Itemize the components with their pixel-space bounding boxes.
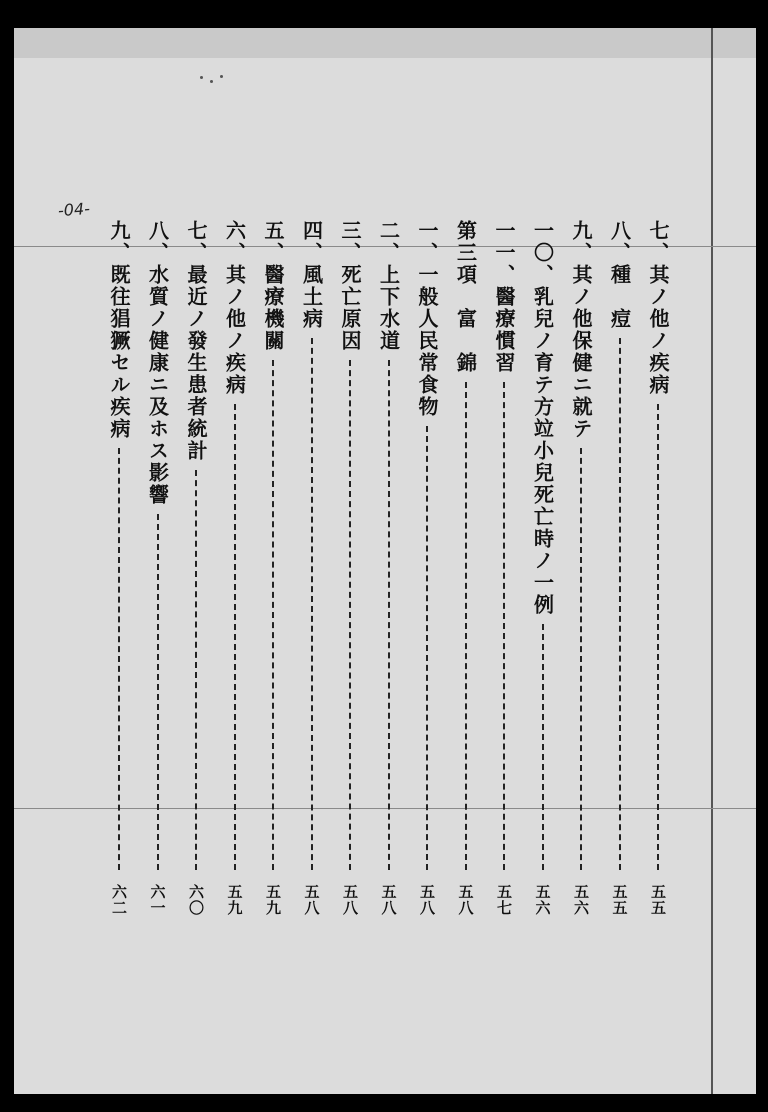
toc-entry-page: 五八 bbox=[456, 884, 475, 916]
toc-entry bbox=[256, 220, 290, 940]
toc-entry bbox=[449, 220, 483, 940]
toc-entry-title: 一、一般人民常食物 bbox=[415, 220, 439, 418]
toc-entry bbox=[218, 220, 252, 940]
toc-entry-title: 三、死亡原因 bbox=[338, 220, 362, 352]
toc-entry-page: 五九 bbox=[264, 884, 282, 916]
toc-entry-page: 五五 bbox=[610, 884, 629, 916]
scan-top-strip bbox=[14, 28, 756, 58]
toc-entry-title: 第三項 富 錦 bbox=[453, 220, 478, 374]
toc-entry-page: 五八 bbox=[418, 884, 436, 916]
toc-entry-title: 六、其ノ他ノ疾病 bbox=[222, 220, 247, 396]
toc-entry bbox=[141, 220, 175, 940]
toc-entry-page: 五八 bbox=[379, 884, 398, 916]
toc-entry-page: 五六 bbox=[533, 884, 552, 916]
dot-leader bbox=[311, 338, 313, 870]
dot-leader bbox=[580, 448, 582, 870]
toc-entry-title: 八、水質ノ健康ニ及ホス影響 bbox=[145, 220, 170, 506]
toc-entry bbox=[526, 220, 560, 940]
document-page bbox=[14, 28, 756, 1094]
toc-entry bbox=[641, 220, 675, 940]
dot-leader bbox=[272, 360, 274, 870]
toc-entry bbox=[102, 220, 136, 940]
toc-entry-title: 五、醫療機關 bbox=[261, 220, 285, 352]
dot-leader bbox=[426, 426, 428, 870]
toc-entry bbox=[295, 220, 329, 940]
toc-entry bbox=[564, 220, 598, 940]
toc-entry-title: 二、上下水道 bbox=[376, 220, 401, 352]
toc-entry-title: 一一、醫療慣習 bbox=[492, 220, 516, 374]
toc-entry-title: 八、種 痘 bbox=[607, 220, 632, 330]
ink-speck bbox=[220, 75, 223, 78]
toc-entry-title: 七、其ノ他ノ疾病 bbox=[646, 220, 670, 396]
toc-entry-page: 六〇 bbox=[187, 884, 205, 916]
ink-speck bbox=[210, 80, 213, 83]
dot-leader bbox=[234, 404, 236, 870]
toc-entry-page: 五八 bbox=[341, 884, 359, 916]
toc-entry-page: 五八 bbox=[302, 884, 321, 916]
toc-entry-page: 六二 bbox=[110, 884, 128, 916]
binding-edge-line bbox=[711, 28, 713, 1094]
toc-entry-title: 四、風土病 bbox=[299, 220, 324, 330]
toc-entry-title: 一〇、乳兒ノ育テ方竝小兒死亡時ノ一例 bbox=[530, 220, 555, 616]
dot-leader bbox=[542, 624, 544, 870]
page-number-label: -04- bbox=[57, 198, 91, 221]
toc-entry-page: 五五 bbox=[649, 884, 667, 916]
ink-speck bbox=[200, 76, 203, 79]
toc-entry-title: 九、既往猖獗セル疾病 bbox=[107, 220, 131, 440]
dot-leader bbox=[195, 470, 197, 870]
dot-leader bbox=[157, 514, 159, 870]
toc-entry bbox=[487, 220, 521, 940]
toc-entry-page: 五六 bbox=[572, 884, 590, 916]
toc-entry-title: 九、其ノ他保健ニ就テ bbox=[569, 220, 593, 440]
toc-entry bbox=[179, 220, 213, 940]
dot-leader bbox=[118, 448, 120, 870]
dot-leader bbox=[465, 382, 467, 870]
toc-entry bbox=[372, 220, 406, 940]
toc-entry bbox=[603, 220, 637, 940]
dot-leader bbox=[349, 360, 351, 870]
toc-entry-page: 五七 bbox=[495, 884, 513, 916]
dot-leader bbox=[657, 404, 659, 870]
toc-entry-page: 五九 bbox=[225, 884, 244, 916]
toc-entry bbox=[333, 220, 367, 940]
toc-entry-page: 六一 bbox=[148, 884, 167, 916]
dot-leader bbox=[503, 382, 505, 870]
dot-leader bbox=[388, 360, 390, 870]
toc-entry-title: 七、最近ノ發生患者統計 bbox=[184, 220, 208, 462]
toc-entry bbox=[410, 220, 444, 940]
dot-leader bbox=[619, 338, 621, 870]
